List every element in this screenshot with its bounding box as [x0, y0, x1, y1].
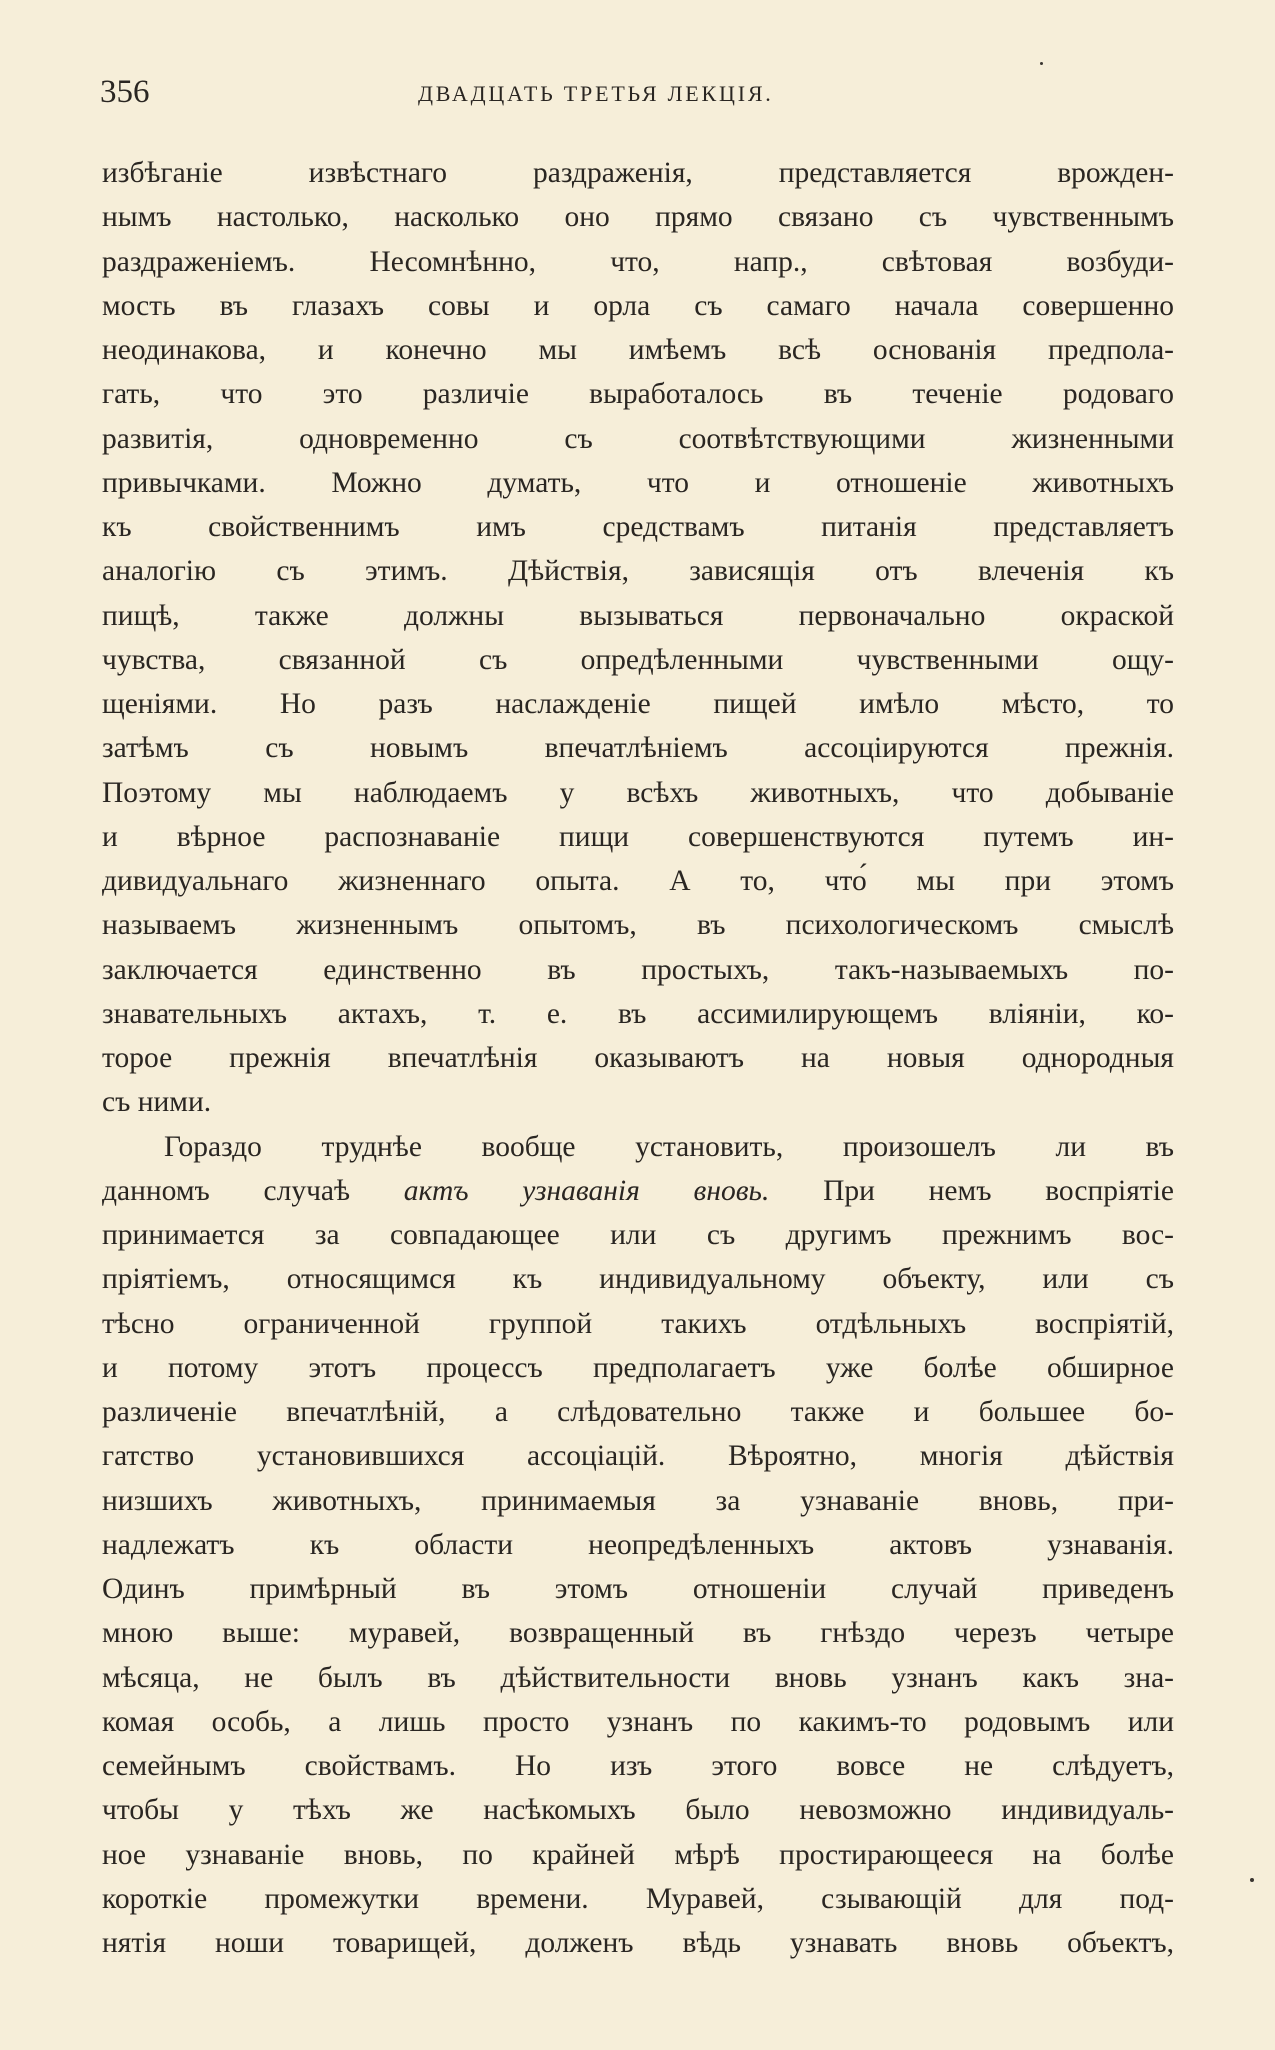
text-line: чувства, связанной съ опредѣленными чувственными ощу-: [102, 643, 1174, 676]
paper-speck: [1040, 62, 1043, 65]
text-line: щеніями. Но разъ наслажденіе пищей имѣло мѣсто, то: [102, 688, 1174, 720]
text-line: къ свойственнимъ имъ средствамъ питанія представляетъ: [102, 511, 1174, 543]
running-head: ДВАДЦАТЬ ТРЕТЬЯ ЛЕКЦІЯ.: [418, 81, 774, 106]
text-line: Гораздо труднѣе вообще установить, произошелъ ли въ: [164, 1130, 1174, 1163]
text-line: Одинъ примѣрный въ этомъ отношеніи случай приведенъ: [102, 1573, 1174, 1605]
text-line: заключается единственно въ простыхъ, такъ-называемыхъ по-: [102, 953, 1174, 986]
text-line: дивидуальнаго жизненнаго опыта. А то, что́ мы при этомъ: [102, 865, 1174, 897]
paragraph-2: [102, 1125, 1174, 1966]
paragraph-1: [102, 151, 1174, 1125]
page-header: [100, 70, 1170, 114]
text-line: нятія ноши товарищей, долженъ вѣдь узнавать вновь объектъ,: [102, 1927, 1174, 1959]
text-line: неодинакова, и конечно мы имѣемъ всѣ основанія предпола-: [102, 334, 1174, 366]
text-line: различеніе впечатлѣній, а слѣдовательно также и большее бо-: [102, 1396, 1174, 1428]
text-line: комая особь, а лишь просто узнанъ по какимъ-то родовымъ или: [102, 1705, 1174, 1738]
text-line: торое прежнія впечатлѣнія оказываютъ на новыя однородныя: [102, 1042, 1174, 1074]
text-line: мость въ глазахъ совы и орла съ самаго начала совершенно: [102, 289, 1174, 322]
text-line: принимается за совпадающее или съ другимъ прежнимъ вос-: [102, 1219, 1174, 1251]
text-line: затѣмъ съ новымъ впечатлѣніемъ ассоціируются прежнія.: [102, 732, 1174, 765]
paper-speck: [1250, 1878, 1254, 1882]
text-line: нымъ настолько, насколько оно прямо связано съ чувственнымъ: [102, 201, 1174, 234]
text-line: и потому этотъ процессъ предполагаетъ уже болѣе обширное: [102, 1351, 1174, 1384]
text-segment: При немъ воспріятіе: [769, 1174, 1174, 1207]
text-line: избѣганіе извѣстнаго раздраженія, представляется врожден-: [102, 157, 1174, 189]
text-line: называемъ жизненнымъ опытомъ, въ психологическомъ смыслѣ: [102, 909, 1174, 942]
text-line: пищѣ, также должны вызываться первоначально окраской: [102, 599, 1174, 632]
text-line: знавательныхъ актахъ, т. е. въ ассимилирующемъ вліяніи, ко-: [102, 997, 1174, 1030]
text-line: надлежатъ къ области неопредѣленныхъ актовъ узнаванія.: [102, 1528, 1174, 1561]
text-line: мною выше: муравей, возвращенный въ гнѣздо черезъ четыре: [102, 1617, 1174, 1650]
text-line: мѣсяца, не былъ въ дѣйствительности вновь узнанъ какъ зна-: [102, 1661, 1174, 1694]
text-line: чтобы у тѣхъ же насѣкомыхъ было невозможно индивидуаль-: [102, 1794, 1174, 1827]
body-text: [102, 151, 1174, 1965]
text-line: короткіе промежутки времени. Муравей, сзывающій для под-: [102, 1882, 1174, 1915]
text-line: раздраженіемъ. Несомнѣнно, что, напр., свѣтовая возбуди-: [102, 245, 1174, 278]
text-line: съ ними.: [102, 1086, 212, 1119]
text-line: [102, 1169, 1174, 1213]
text-line: привычками. Можно думать, что и отношеніе животныхъ: [102, 466, 1174, 499]
text-line: тѣсно ограниченной группой такихъ отдѣльныхъ воспріятій,: [102, 1307, 1174, 1340]
text-line: развитія, одновременно съ соотвѣтствующими жизненными: [102, 422, 1174, 455]
text-line: низшихъ животныхъ, принимаемыя за узнаваніе вновь, при-: [102, 1484, 1174, 1517]
text-line: Поэтому мы наблюдаемъ у всѣхъ животныхъ, что добываніе: [102, 776, 1174, 809]
text-line: семейнымъ свойствамъ. Но изъ этого вовсе не слѣдуетъ,: [102, 1750, 1174, 1782]
paragraph-2-rest: [102, 1213, 1174, 1965]
text-line: ное узнаваніе вновь, по крайней мѣрѣ простирающееся на болѣе: [102, 1838, 1174, 1871]
text-line: и вѣрное распознаваніе пищи совершенствуются путемъ ин-: [102, 820, 1174, 853]
text-line: аналогію съ этимъ. Дѣйствія, зависящія отъ влеченія къ: [102, 555, 1174, 588]
text-segment: данномъ случаѣ: [102, 1174, 404, 1207]
emphasized-term: актъ узнаванія вновь.: [403, 1174, 770, 1207]
text-line: гать, что это различіе выработалось въ теченіе родоваго: [102, 378, 1174, 411]
text-line: пріятіемъ, относящимся къ индивидуальному объекту, или съ: [102, 1263, 1174, 1296]
page-number: 356: [100, 74, 150, 110]
text-line: гатство установившихся ассоціацій. Вѣроятно, многія дѣйствія: [102, 1440, 1174, 1473]
